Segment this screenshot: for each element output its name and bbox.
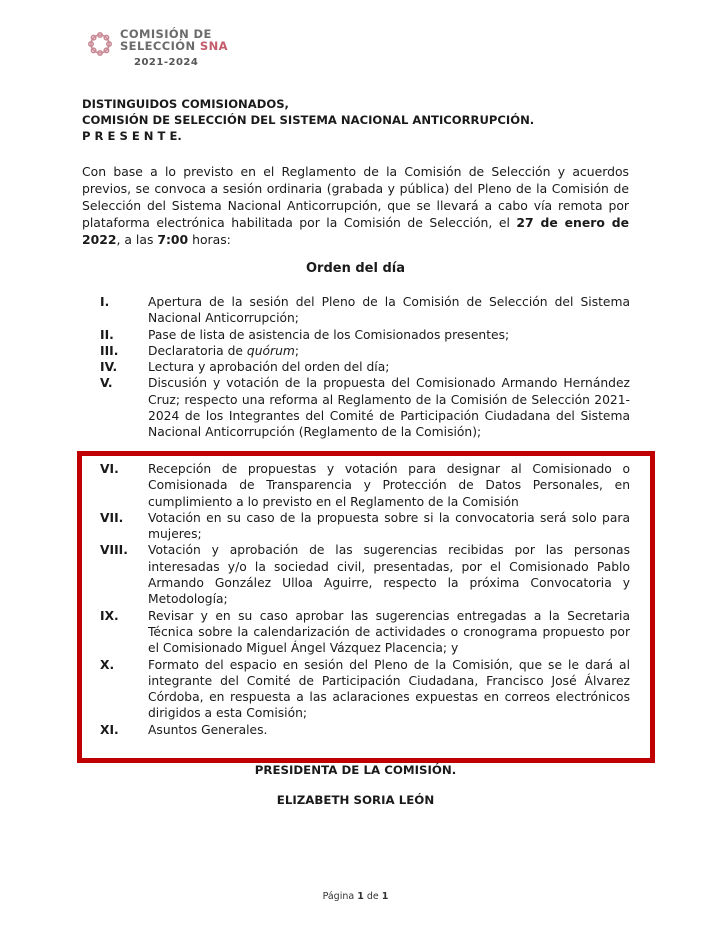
addressee-line3: P R E S E N T E. [82, 129, 182, 143]
agenda-item-text: Recepción de propuestas y votación para designar al Comisionado o Comisionada de Transparencia y Protección de Datos Personales, en cumplimiento a lo previsto en el Reglamento de la Comisión [148, 462, 630, 509]
footer-page-total: 1 [381, 891, 389, 902]
agenda-item [100, 608, 630, 657]
addressee-line2: COMISIÓN DE SELECCIÓN DEL SISTEMA NACIONAL ANTICORRUPCIÓN. [82, 113, 535, 127]
agenda-item-number: II. [100, 327, 114, 342]
agenda-item [100, 722, 630, 738]
agenda-item-number: I. [100, 295, 110, 309]
agenda-item-text: Formato del espacio en sesión del Pleno de la Comisión, que se le dará al integrante del Comité de Participación Ciudadana, Francisco José Álvarez Córdoba, en respuesta a las aclaraciones expuestas en correos electrónicos dirigidos a esta Comisión; [148, 657, 630, 721]
agenda-title: Orden del día [305, 261, 405, 276]
addressee [82, 96, 642, 144]
agenda-item-text-part: Declaratoria de [148, 343, 247, 358]
logo-line1: COMISIÓN DE [120, 27, 212, 41]
agenda-item [100, 359, 630, 375]
logo-line2: SELECCIÓN [120, 39, 196, 53]
page-footer [0, 891, 711, 902]
agenda-item-text: Apertura de la sesión del Pleno de la Comisión de Selección del Sistema Nacional Anticorrupción; [148, 295, 630, 326]
agenda-item [100, 294, 630, 327]
logo-years: 2021-2024 [134, 57, 199, 68]
agenda-item [100, 657, 630, 722]
agenda-item-number: XI. [100, 722, 119, 737]
logo-sna: SNA [199, 39, 228, 53]
agenda-item-text: Lectura y aprobación del orden del día; [148, 360, 390, 375]
agenda-item-text: Asuntos Generales. [148, 722, 268, 737]
footer-page-number: 1 [357, 891, 364, 902]
agenda-item [100, 461, 630, 510]
session-date: 27 de enero de 2022 [82, 215, 630, 247]
signature-name: ELIZABETH SORIA LEÓN [276, 793, 435, 807]
agenda-item-number: V. [100, 376, 113, 391]
agenda-item [100, 327, 630, 343]
agenda-item-number: IX. [100, 608, 119, 623]
agenda-item-text-part: ; [294, 343, 299, 358]
footer-of-label: de [366, 891, 379, 902]
agenda-item-number: IV. [100, 360, 118, 375]
logo [86, 28, 246, 78]
logo-text [120, 28, 228, 52]
footer-page-label: Página [322, 891, 355, 902]
agenda-item-text [148, 343, 630, 359]
agenda-item-text: Votación en su caso de la propuesta sobre si la convocatoria será solo para mujeres; [148, 510, 630, 542]
agenda-list-top [100, 294, 630, 441]
intro-end: horas: [188, 232, 231, 247]
flower-logo-icon [86, 30, 114, 58]
addressee-line1: DISTINGUIDOS COMISIONADOS, [82, 97, 289, 111]
agenda-item-number: VI. [100, 462, 119, 476]
agenda-item-text-italic: quórum [246, 343, 295, 358]
intro-mid: , a las [116, 232, 158, 247]
agenda-item-text: Pase de lista de asistencia de los Comisionados presentes; [148, 327, 510, 342]
agenda-item [100, 510, 630, 543]
signature-title: PRESIDENTA DE LA COMISIÓN. [254, 763, 457, 775]
agenda-item-number: VII. [100, 510, 124, 525]
agenda-item-number: VIII. [100, 543, 128, 558]
agenda-item [100, 343, 630, 359]
intro-paragraph [82, 163, 629, 248]
agenda-item-number: X. [100, 657, 115, 672]
agenda-item-text: Revisar y en su caso aprobar las sugerencias entregadas a la Secretaria Técnica sobre la calendarización de actividades o cronograma propuesto por el Comisionado Miguel Ángel Vázquez Placencia; y [148, 608, 630, 656]
agenda-item [100, 542, 630, 607]
intro-text: Con base a lo previsto en el Reglamento de la Comisión de Selección y acuerdos previos, se convoca a sesión ordinaria (grabada y pública) del Pleno de la Comisión de Selección del Sistema Nacional Anticorrupción, que se llevará a cabo vía remota por plataforma electrónica habilitada por la Comisión de Selección, el [82, 164, 629, 230]
agenda-item-text: Votación y aprobación de las sugerencias recibidas por las personas interesadas y/o la sociedad civil, presentadas, por el Comisionado Pablo Armando González Ulloa Aguirre, respecto la próxima Convocatoria y Metodología; [148, 543, 630, 607]
agenda-item-number: III. [100, 343, 119, 358]
agenda-list-highlighted [100, 461, 630, 738]
agenda-item [100, 375, 630, 440]
agenda-item-text: Discusión y votación de la propuesta del Comisionado Armando Hernández Cruz; respecto una reforma al Reglamento de la Comisión de Selección 2021-2024 de los Integrantes del Comité de Participación Ciudadana del Sistema Nacional Anticorrupción (Reglamento de la Comisión); [148, 376, 630, 440]
session-time: 7:00 [157, 232, 189, 247]
